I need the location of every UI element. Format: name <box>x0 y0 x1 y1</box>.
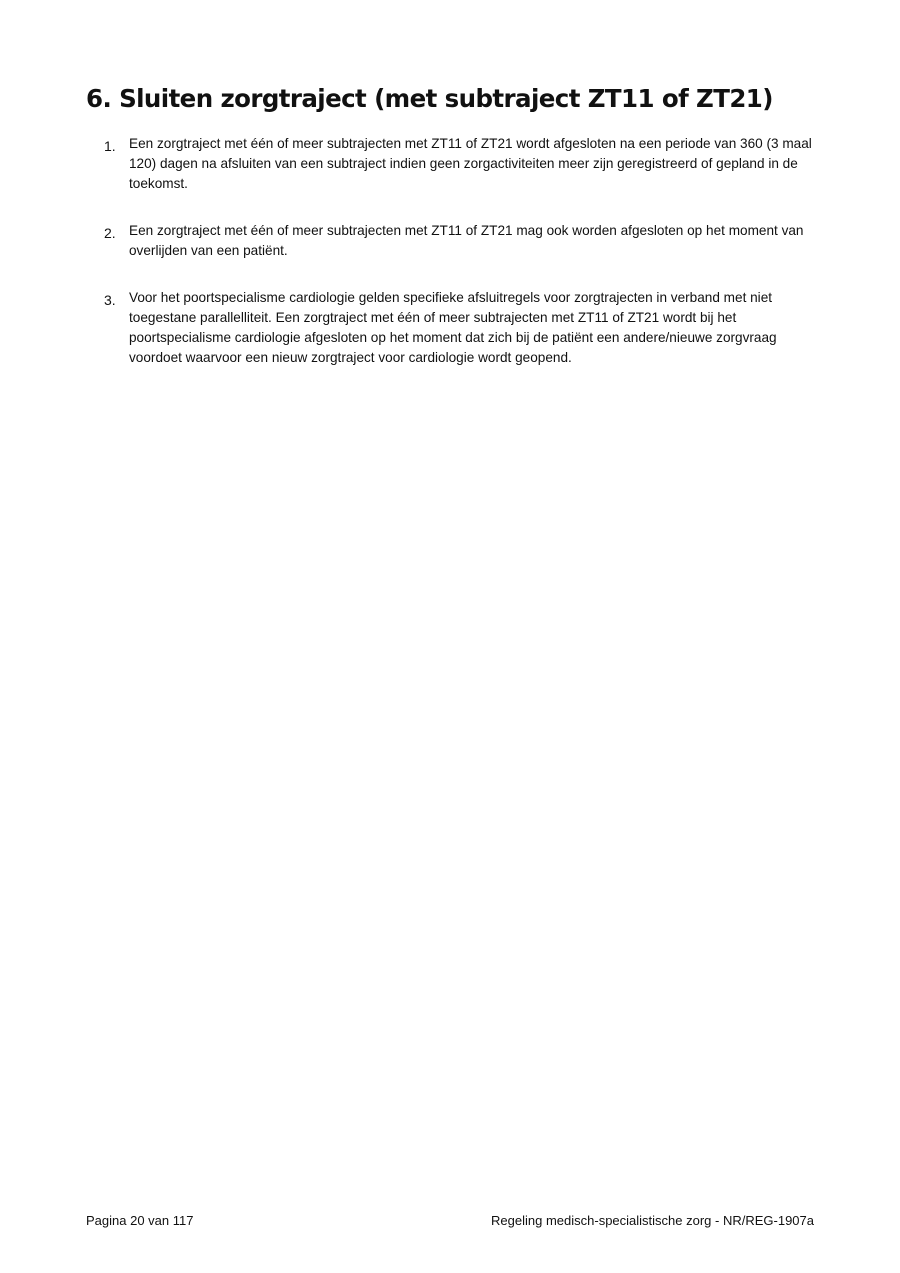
list-item-text: Een zorgtraject met één of meer subtrajecten met ZT11 of ZT21 mag ook worden afgesloten op het moment van overlijden van een patiënt. <box>129 223 804 258</box>
page-title: 6. Sluiten zorgtraject (met subtraject ZT11 of ZT21) <box>86 84 773 113</box>
rule-list <box>104 134 824 395</box>
list-item-text: Voor het poortspecialisme cardiologie gelden specifieke afsluitregels voor zorgtrajecten in verband met niet toegestane parallelliteit. Een zorgtraject met één of meer subtrajecten met ZT11 of ZT21 wordt bij het poortspecialisme cardiologie afgesloten op het moment dat zich bij de patiënt een andere/nieuwe zorgvraag voordoet waarvoor een nieuw zorgtraject voor cardiologie wordt geopend. <box>129 290 777 365</box>
list-item <box>104 221 824 261</box>
list-item-number: 3. <box>104 292 116 308</box>
document-reference: Regeling medisch-specialistische zorg - NR/REG-1907a <box>491 1213 814 1228</box>
list-item-number: 1. <box>104 138 116 154</box>
page-number: Pagina 20 van 117 <box>86 1213 194 1228</box>
list-item-text: Een zorgtraject met één of meer subtrajecten met ZT11 of ZT21 wordt afgesloten na een periode van 360 (3 maal 120) dagen na afsluiten van een subtraject indien geen zorgactiviteiten meer zijn geregistreerd of gepland in de toekomst. <box>129 136 812 191</box>
list-item <box>104 288 824 368</box>
list-item-number: 2. <box>104 225 116 241</box>
list-item <box>104 134 824 194</box>
